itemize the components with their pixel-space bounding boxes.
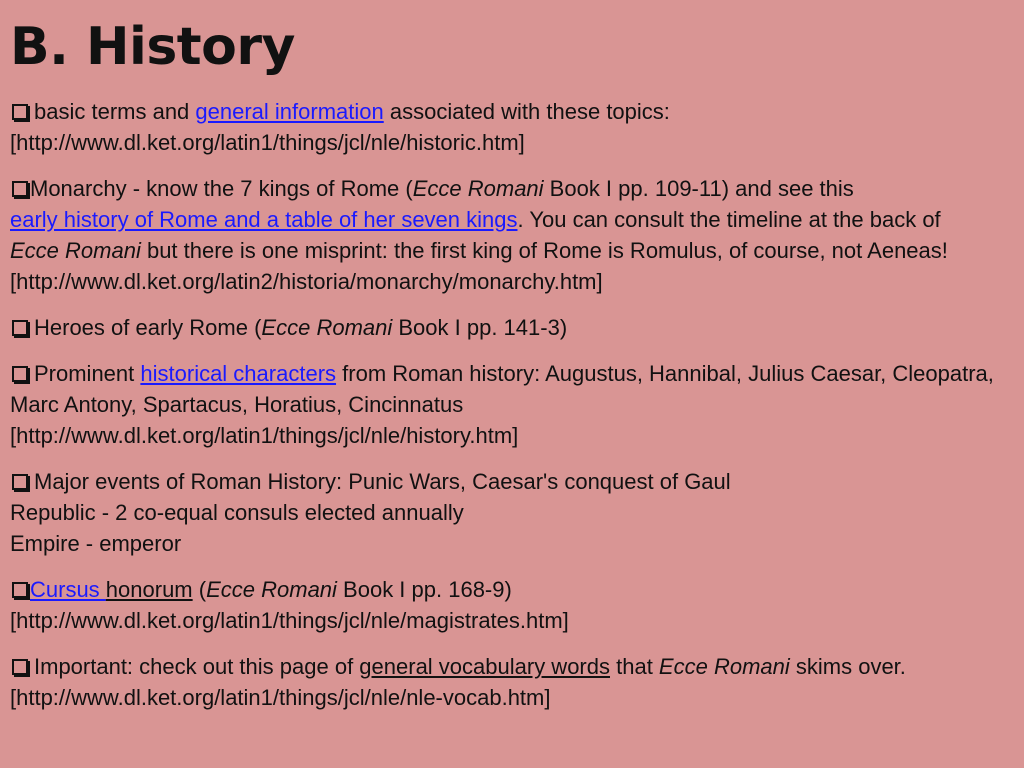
checkbox-bullet-icon xyxy=(12,104,28,120)
source-url: [http://www.dl.ket.org/latin1/things/jcl/nle/history.htm] xyxy=(10,423,519,448)
bullet-text: Book I pp. 168-9) xyxy=(336,577,512,602)
bullet-text: ( xyxy=(192,577,207,602)
honorum-link[interactable]: honorum xyxy=(105,577,193,602)
historical-characters-link[interactable]: historical characters xyxy=(140,361,337,386)
checkbox-bullet-icon xyxy=(12,582,28,598)
bullet-basic-terms xyxy=(10,96,1015,158)
bullet-text: basic terms and xyxy=(34,99,196,124)
bullet-text: that xyxy=(610,654,659,679)
book-title: Ecce Romani xyxy=(658,654,790,679)
bullet-text: associated with these topics: xyxy=(383,99,670,124)
source-url: [http://www.dl.ket.org/latin2/historia/monarchy/monarchy.htm] xyxy=(10,269,603,294)
bullet-text: skims over. xyxy=(789,654,906,679)
bullet-text: Heroes of early Rome ( xyxy=(34,315,262,340)
bullet-characters xyxy=(10,358,1015,451)
checkbox-bullet-icon xyxy=(12,366,28,382)
bullet-major-events xyxy=(10,466,1015,559)
early-history-rome-link[interactable]: early history of Rome and a table of her seven kings xyxy=(10,207,518,232)
checkbox-bullet-icon xyxy=(12,659,28,675)
book-title: Ecce Romani xyxy=(206,577,337,602)
bullet-heroes xyxy=(10,312,1015,343)
general-vocabulary-link[interactable]: general vocabulary words xyxy=(359,654,610,679)
general-information-link[interactable]: general information xyxy=(195,99,384,124)
cursus-link[interactable]: Cursus xyxy=(30,577,106,602)
empire-line: Empire - emperor xyxy=(10,531,182,556)
bullet-cursus-honorum xyxy=(10,574,1015,636)
bullet-text: but there is one misprint: the first king of Rome is Romulus, of course, not Aeneas! xyxy=(140,238,948,263)
checkbox-bullet-icon xyxy=(12,320,28,336)
bullet-vocabulary xyxy=(10,651,1015,713)
source-url: [http://www.dl.ket.org/latin1/things/jcl/nle/historic.htm] xyxy=(10,130,525,155)
republic-line: Republic - 2 co-equal consuls elected annually xyxy=(10,500,464,525)
book-title: Ecce Romani xyxy=(261,315,393,340)
slide-title: B. History xyxy=(10,17,295,77)
bullet-text: from Roman history: Augustus, Hannibal, Julius Caesar, Cleopatra, Marc Antony, Spartacus, Horatius, Cincinnatus xyxy=(10,361,994,417)
bullet-text: Book I pp. 141-3) xyxy=(392,315,568,340)
bullet-text: Monarchy - know the 7 kings of Rome ( xyxy=(30,176,413,201)
bullet-text: Book I pp. 109-11) and see this xyxy=(543,176,854,201)
bullet-text: Prominent xyxy=(34,361,141,386)
source-url: [http://www.dl.ket.org/latin1/things/jcl/nle/magistrates.htm] xyxy=(10,608,569,633)
bullet-text: Important: check out this page of xyxy=(34,654,360,679)
book-title: Ecce Romani xyxy=(412,176,544,201)
source-url: [http://www.dl.ket.org/latin1/things/jcl/nle/nle-vocab.htm] xyxy=(10,685,551,710)
bullet-text: Major events of Roman History: Punic Wars, Caesar's conquest of Gaul xyxy=(34,469,731,494)
book-title: Ecce Romani xyxy=(10,238,141,263)
bullet-monarchy xyxy=(10,173,1015,297)
checkbox-bullet-icon xyxy=(12,181,28,197)
bullet-text: . You can consult the timeline at the back of xyxy=(517,207,941,232)
checkbox-bullet-icon xyxy=(12,474,28,490)
bullet-list xyxy=(10,96,1015,713)
